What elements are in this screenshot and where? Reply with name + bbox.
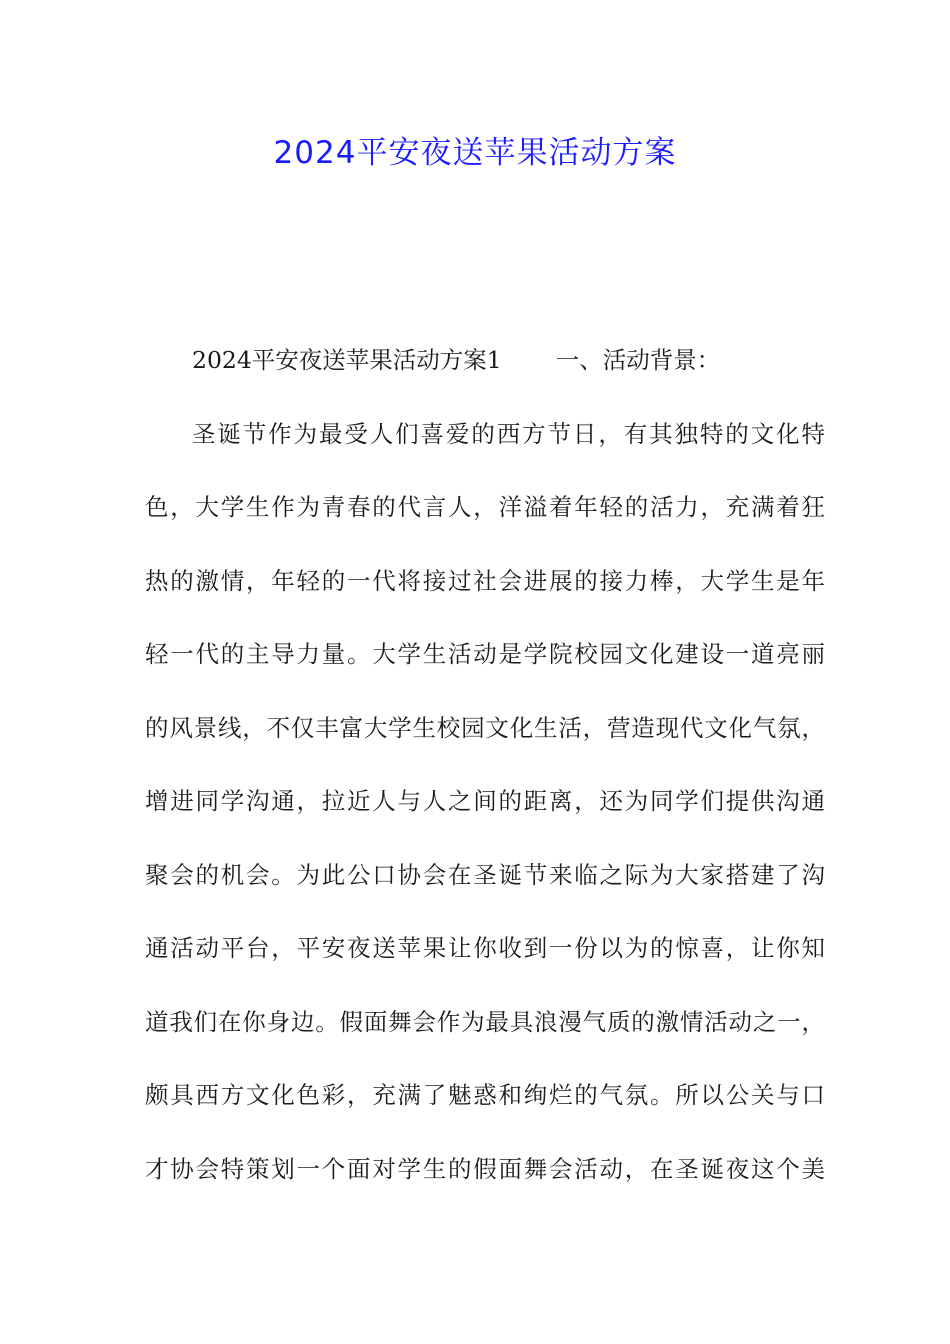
paragraph-line: 聚会的机会。为此公口协会在圣诞节来临之际为大家搭建了沟 [145,860,825,889]
paragraph-line: 颇具西方文化色彩，充满了魅惑和绚烂的气氛。所以公关与口 [145,1081,825,1109]
paragraph-line: 道我们在你身边。假面舞会作为最具浪漫气质的激情活动之一， [145,1007,825,1036]
plan-subtitle: 2024平安夜送苹果活动方案1 [192,346,502,374]
paragraph-line: 通活动平台，平安夜送苹果让你收到一份以为的惊喜，让你知 [145,934,825,962]
document-body [145,337,825,1219]
paragraph-line: 圣诞节作为最受人们喜爱的西方节日，有其独特的文化特 [192,419,825,448]
paragraph-line: 才协会特策划一个面对学生的假面舞会活动，在圣诞夜这个美 [145,1154,825,1183]
paragraph-line: 色，大学生作为青春的代言人，洋溢着年轻的活力，充满着狂 [145,493,825,521]
section-heading: 一、活动背景： [555,346,721,374]
paragraph-line: 热的激情，年轻的一代将接过社会进展的接力棒，大学生是年 [145,566,825,595]
paragraph-line: 的风景线，不仅丰富大学生校园文化生活，营造现代文化气氛， [145,713,825,742]
document-title: 2024平安夜送苹果活动方案 [273,135,677,171]
paragraph-line: 轻一代的主导力量。大学生活动是学院校园文化建设一道亮丽 [145,640,825,668]
paragraph-line: 增进同学沟通，拉近人与人之间的距离，还为同学们提供沟通 [145,787,825,815]
section-heading-line [145,337,825,411]
